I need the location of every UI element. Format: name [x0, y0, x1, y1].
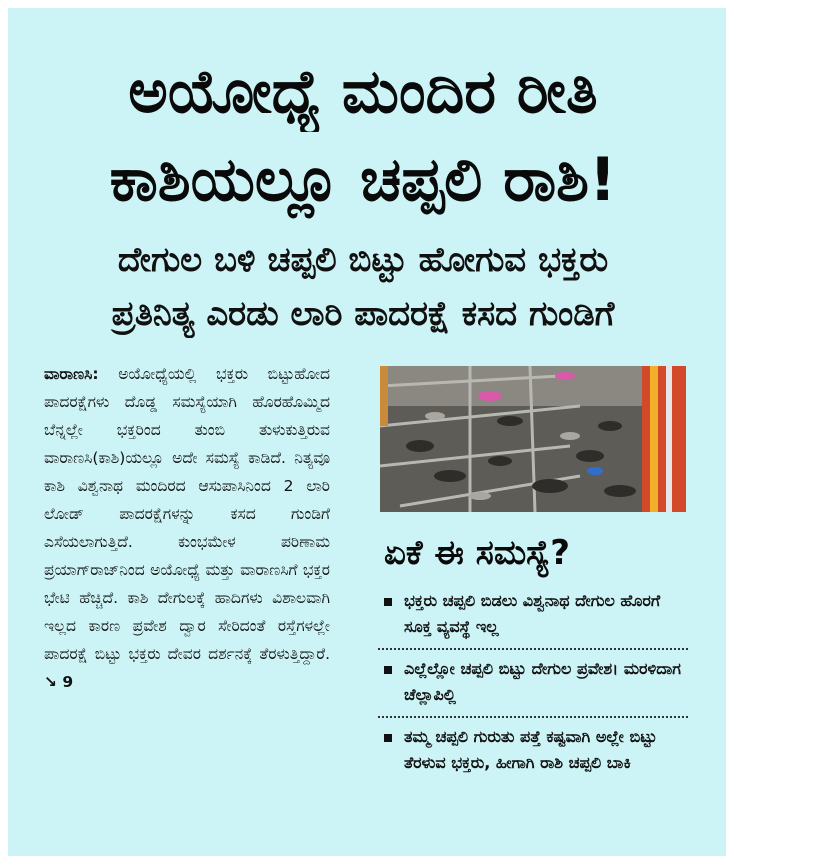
dateline: ವಾರಾಣಸಿ:	[44, 365, 99, 383]
sidebar-title: ಏಕೆ ಈ ಸಮಸ್ಯೆ?	[384, 533, 570, 573]
article-text: ಅಯೋಧ್ಯೆಯಲ್ಲಿ ಭಕ್ತರು ಬಿಟ್ಟುಹೋದ ಪಾದರಕ್ಷೆಗಳು ದೊಡ್ಡ ಸಮಸ್ಯೆಯಾಗಿ ಹೊರಹೊಮ್ಮಿದ ಬೆನ್ನಲ್ಲೇ ಭಕ್ತರಿಂದ ತುಂಬಿ ತುಳುಕುತ್ತಿರುವ ವಾರಾಣಸಿ(ಕಾಶಿ)ಯಲ್ಲೂ ಅದೇ ಸಮಸ್ಯೆ ಕಾಡಿದೆ. ನಿತ್ಯವೂ ಕಾಶಿ ವಿಶ್ವನಾಥ ಮಂದಿರದ ಆಸುಪಾಸಿನಿಂದ 2 ಲಾರಿ ಲೋಡ್ ಪಾದರಕ್ಷೆಗಳನ್ನು ಕಸದ ಗುಂಡಿಗೆ ಎಸೆಯಲಾಗುತ್ತಿದೆ. ಕುಂಭಮೇಳ ಪರಿಣಾಮ ಪ್ರಯಾಗ್‌ರಾಜ್‌ನಿಂದ ಅಯೋಧ್ಯೆ ಮತ್ತು ವಾರಾಣಸಿಗೆ ಭಕ್ತರ ಭೇಟಿ ಹೆಚ್ಚಿದೆ. ಕಾಶಿ ದೇಗುಲಕ್ಕೆ ಹಾದಿಗಳು ವಿಶಾಲವಾಗಿ ಇಲ್ಲದ ಕಾರಣ ಪ್ರವೇಶ ದ್ವಾರ ಸೇರಿದಂತೆ ರಸ್ತೆಗಳಲ್ಲೇ ಪಾದರಕ್ಷೆ ಬಿಟ್ಟು ಭಕ್ತರು ದೇವರ ದರ್ಶನಕ್ಕೆ ತೆರಳುತ್ತಿದ್ದಾರೆ.	[44, 365, 330, 663]
reason-text: ಭಕ್ತರು ಚಪ್ಪಲಿ ಬಿಡಲು ವಿಶ್ವನಾಥ ದೇಗುಲ ಹೊರಗೆ ಸೂಕ್ತ ವ್ಯವಸ್ಥೆ ಇಲ್ಲ	[404, 591, 661, 636]
list-item	[378, 582, 688, 650]
reason-text: ಎಲ್ಲೆಲ್ಲೋ ಚಪ್ಪಲಿ ಬಿಟ್ಟು ದೇಗುಲ ಪ್ರವೇಶ। ಮರಳಿದಾಗ ಚೆಲ್ಲಾಪಿಲ್ಲಿ	[404, 659, 681, 704]
bullet-square-icon	[384, 734, 392, 742]
headline-line-2: ಕಾಶಿಯಲ್ಲೂ ಚಪ್ಪಲಿ ರಾಶಿ!	[109, 145, 617, 215]
list-item	[378, 650, 688, 718]
slipper-pile-photo	[380, 366, 686, 512]
reasons-list	[378, 582, 688, 784]
headline-line-1: ಅಯೋಧ್ಯೆ ಮಂದಿರ ರೀತಿ	[128, 57, 598, 127]
subheadline-line-1: ದೇಗುಲ ಬಳಿ ಚಪ್ಪಲಿ ಬಿಟ್ಟು ಹೋಗುವ ಭಕ್ತರು	[117, 240, 609, 280]
bullet-square-icon	[384, 598, 392, 606]
continued-marker: ↘ 9	[44, 673, 74, 691]
list-item	[378, 718, 688, 784]
subheadline-line-2: ಪ್ರತಿನಿತ್ಯ ಎರಡು ಲಾರಿ ಪಾದರಕ್ಷೆ ಕಸದ ಗುಂಡಿಗೆ	[111, 294, 615, 334]
reason-text: ತಮ್ಮ ಚಪ್ಪಲಿ ಗುರುತು ಪತ್ತೆ ಕಷ್ಟವಾಗಿ ಅಲ್ಲೇ ಬಿಟ್ಟು ತೆರಳುವ ಭಕ್ತರು, ಹೀಗಾಗಿ ರಾಶಿ ಚಪ್ಪಲಿ ಬಾಕಿ	[404, 727, 657, 772]
article-body	[44, 360, 330, 696]
photo-illustration	[380, 366, 686, 512]
bullet-square-icon	[384, 666, 392, 674]
